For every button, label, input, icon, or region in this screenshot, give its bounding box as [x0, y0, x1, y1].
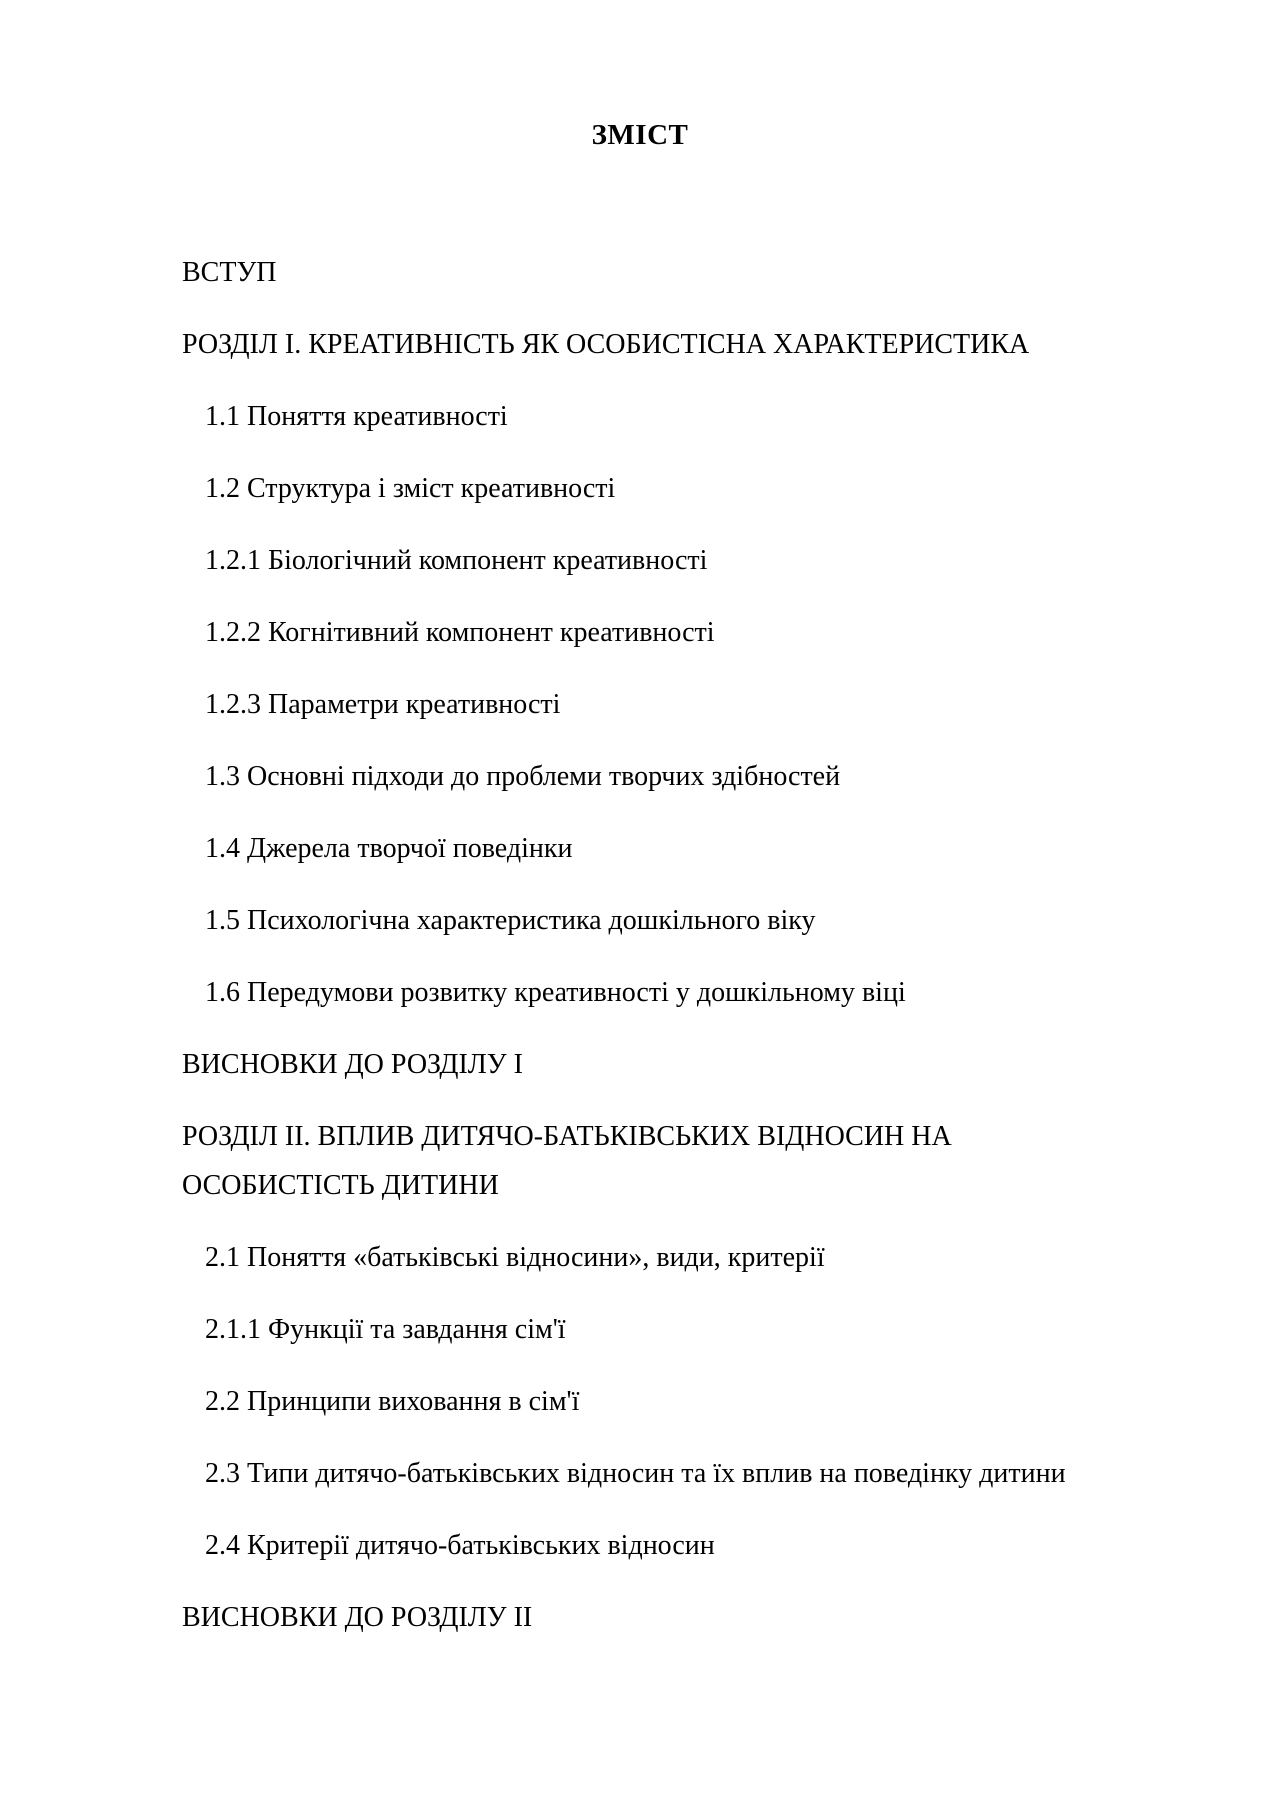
- toc-entry-chapter-2-continued: ОСОБИСТІСТЬ ДИТИНИ: [182, 1170, 499, 1201]
- toc-entry-1-5: 1.5 Психологічна характеристика дошкільного віку: [205, 905, 816, 936]
- toc-entry-introduction: ВСТУП: [182, 257, 277, 288]
- toc-entry-conclusions-2: ВИСНОВКИ ДО РОЗДІЛУ II: [182, 1602, 533, 1633]
- toc-entry-1-3: 1.3 Основні підходи до проблеми творчих здібностей: [205, 761, 841, 792]
- page-title: ЗМІСТ: [591, 119, 689, 151]
- toc-entry-2-1: 2.1 Поняття «батьківські відносини», види, критерії: [205, 1242, 825, 1273]
- toc-entry-2-3: 2.3 Типи дитячо-батьківських відносин та їх вплив на поведінку дитини: [205, 1458, 1066, 1489]
- toc-entry-chapter-2: РОЗДІЛ II. ВПЛИВ ДИТЯЧО-БАТЬКІВСЬКИХ ВІДНОСИН НА: [182, 1121, 952, 1152]
- toc-entry-2-4: 2.4 Критерії дитячо-батьківських відносин: [205, 1530, 715, 1561]
- toc-entry-1-2-2: 1.2.2 Когнітивний компонент креативності: [205, 617, 715, 648]
- toc-entry-2-2: 2.2 Принципи виховання в сім'ї: [205, 1386, 580, 1417]
- toc-entry-1-2-3: 1.2.3 Параметри креативності: [205, 689, 561, 720]
- toc-entry-2-1-1: 2.1.1 Функції та завдання сім'ї: [205, 1314, 566, 1345]
- toc-entry-conclusions-1: ВИСНОВКИ ДО РОЗДІЛУ I: [182, 1049, 523, 1080]
- toc-entry-1-2: 1.2 Структура і зміст креативності: [205, 473, 616, 504]
- toc-entry-1-4: 1.4 Джерела творчої поведінки: [205, 833, 573, 864]
- toc-entry-1-6: 1.6 Передумови розвитку креативності у дошкільному віці: [205, 977, 906, 1008]
- toc-entry-1-2-1: 1.2.1 Біологічний компонент креативності: [205, 545, 708, 576]
- toc-entry-chapter-1: РОЗДІЛ I. КРЕАТИВНІСТЬ ЯК ОСОБИСТІСНА ХАРАКТЕРИСТИКА: [182, 329, 1030, 360]
- toc-entry-1-1: 1.1 Поняття креативності: [205, 401, 508, 432]
